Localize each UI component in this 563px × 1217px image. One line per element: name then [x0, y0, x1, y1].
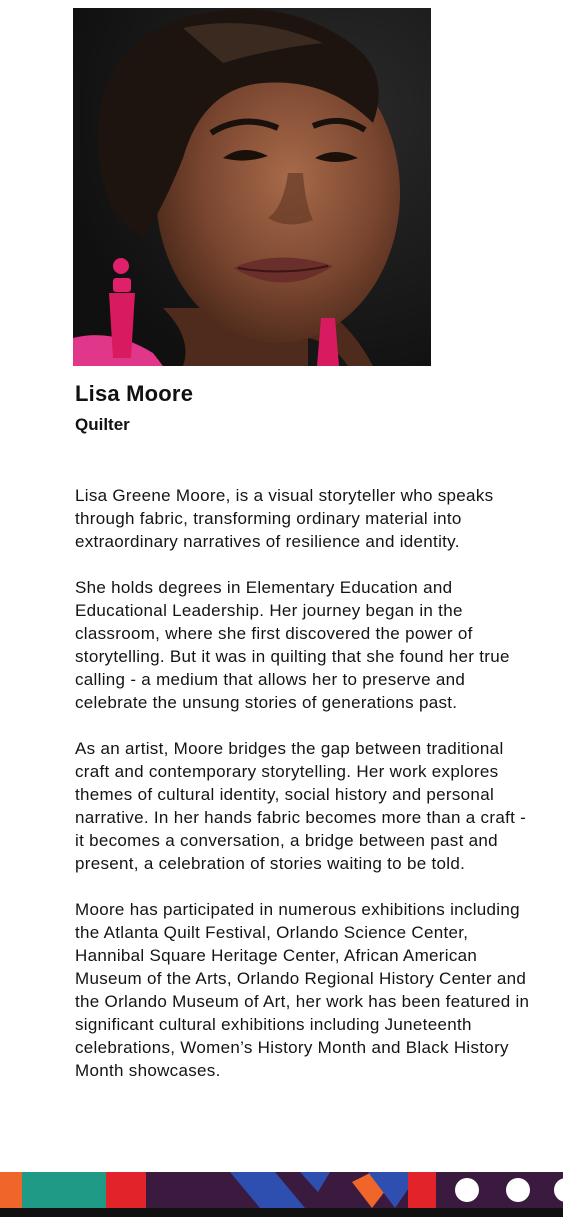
bio-paragraph: Moore has participated in numerous exhibitions including the Atlanta Quilt Festival, Orlando Science Center, Hannibal Square Heritage Center, African American Museum of the Arts, Orlando Regional History Center and the Orlando Museum of Art, her work has been featured in significant cultural exhibitions including Juneteenth celebrations, Women’s History Month and Black History Month showcases.	[75, 900, 530, 1080]
footer-red-strip	[408, 1172, 436, 1208]
footer-orange-block	[0, 1172, 22, 1208]
portrait-image	[73, 8, 431, 366]
artist-bio	[75, 484, 533, 1105]
artist-role: Quilter	[75, 415, 130, 434]
footer-dot	[506, 1178, 530, 1202]
bottom-bar	[0, 1208, 563, 1217]
footer-dot	[455, 1178, 479, 1202]
decorative-footer-band	[0, 1172, 563, 1208]
artist-name: Lisa Moore	[75, 381, 194, 406]
bio-paragraph: Lisa Greene Moore, is a visual storyteller who speaks through fabric, transforming ordinary material into extraordinary narratives of resilience and identity.	[75, 486, 494, 551]
profile-photo	[73, 8, 431, 366]
footer-teal-block	[22, 1172, 106, 1208]
bio-paragraph: As an artist, Moore bridges the gap between traditional craft and contemporary storytelling. Her work explores themes of cultural identity, social history and personal narrative. In her hands fabric becomes more than a craft -it becomes a conversation, a bridge between past and present, a celebration of stories waiting to be told.	[75, 739, 527, 873]
footer-red-block	[106, 1172, 146, 1208]
bio-paragraph: She holds degrees in Elementary Education and Educational Leadership. Her journey began in the classroom, where she first discovered the power of storytelling. But it was in quilting that she found her true calling - a medium that allows her to preserve and celebrate the unsung stories of generations past.	[75, 578, 510, 712]
